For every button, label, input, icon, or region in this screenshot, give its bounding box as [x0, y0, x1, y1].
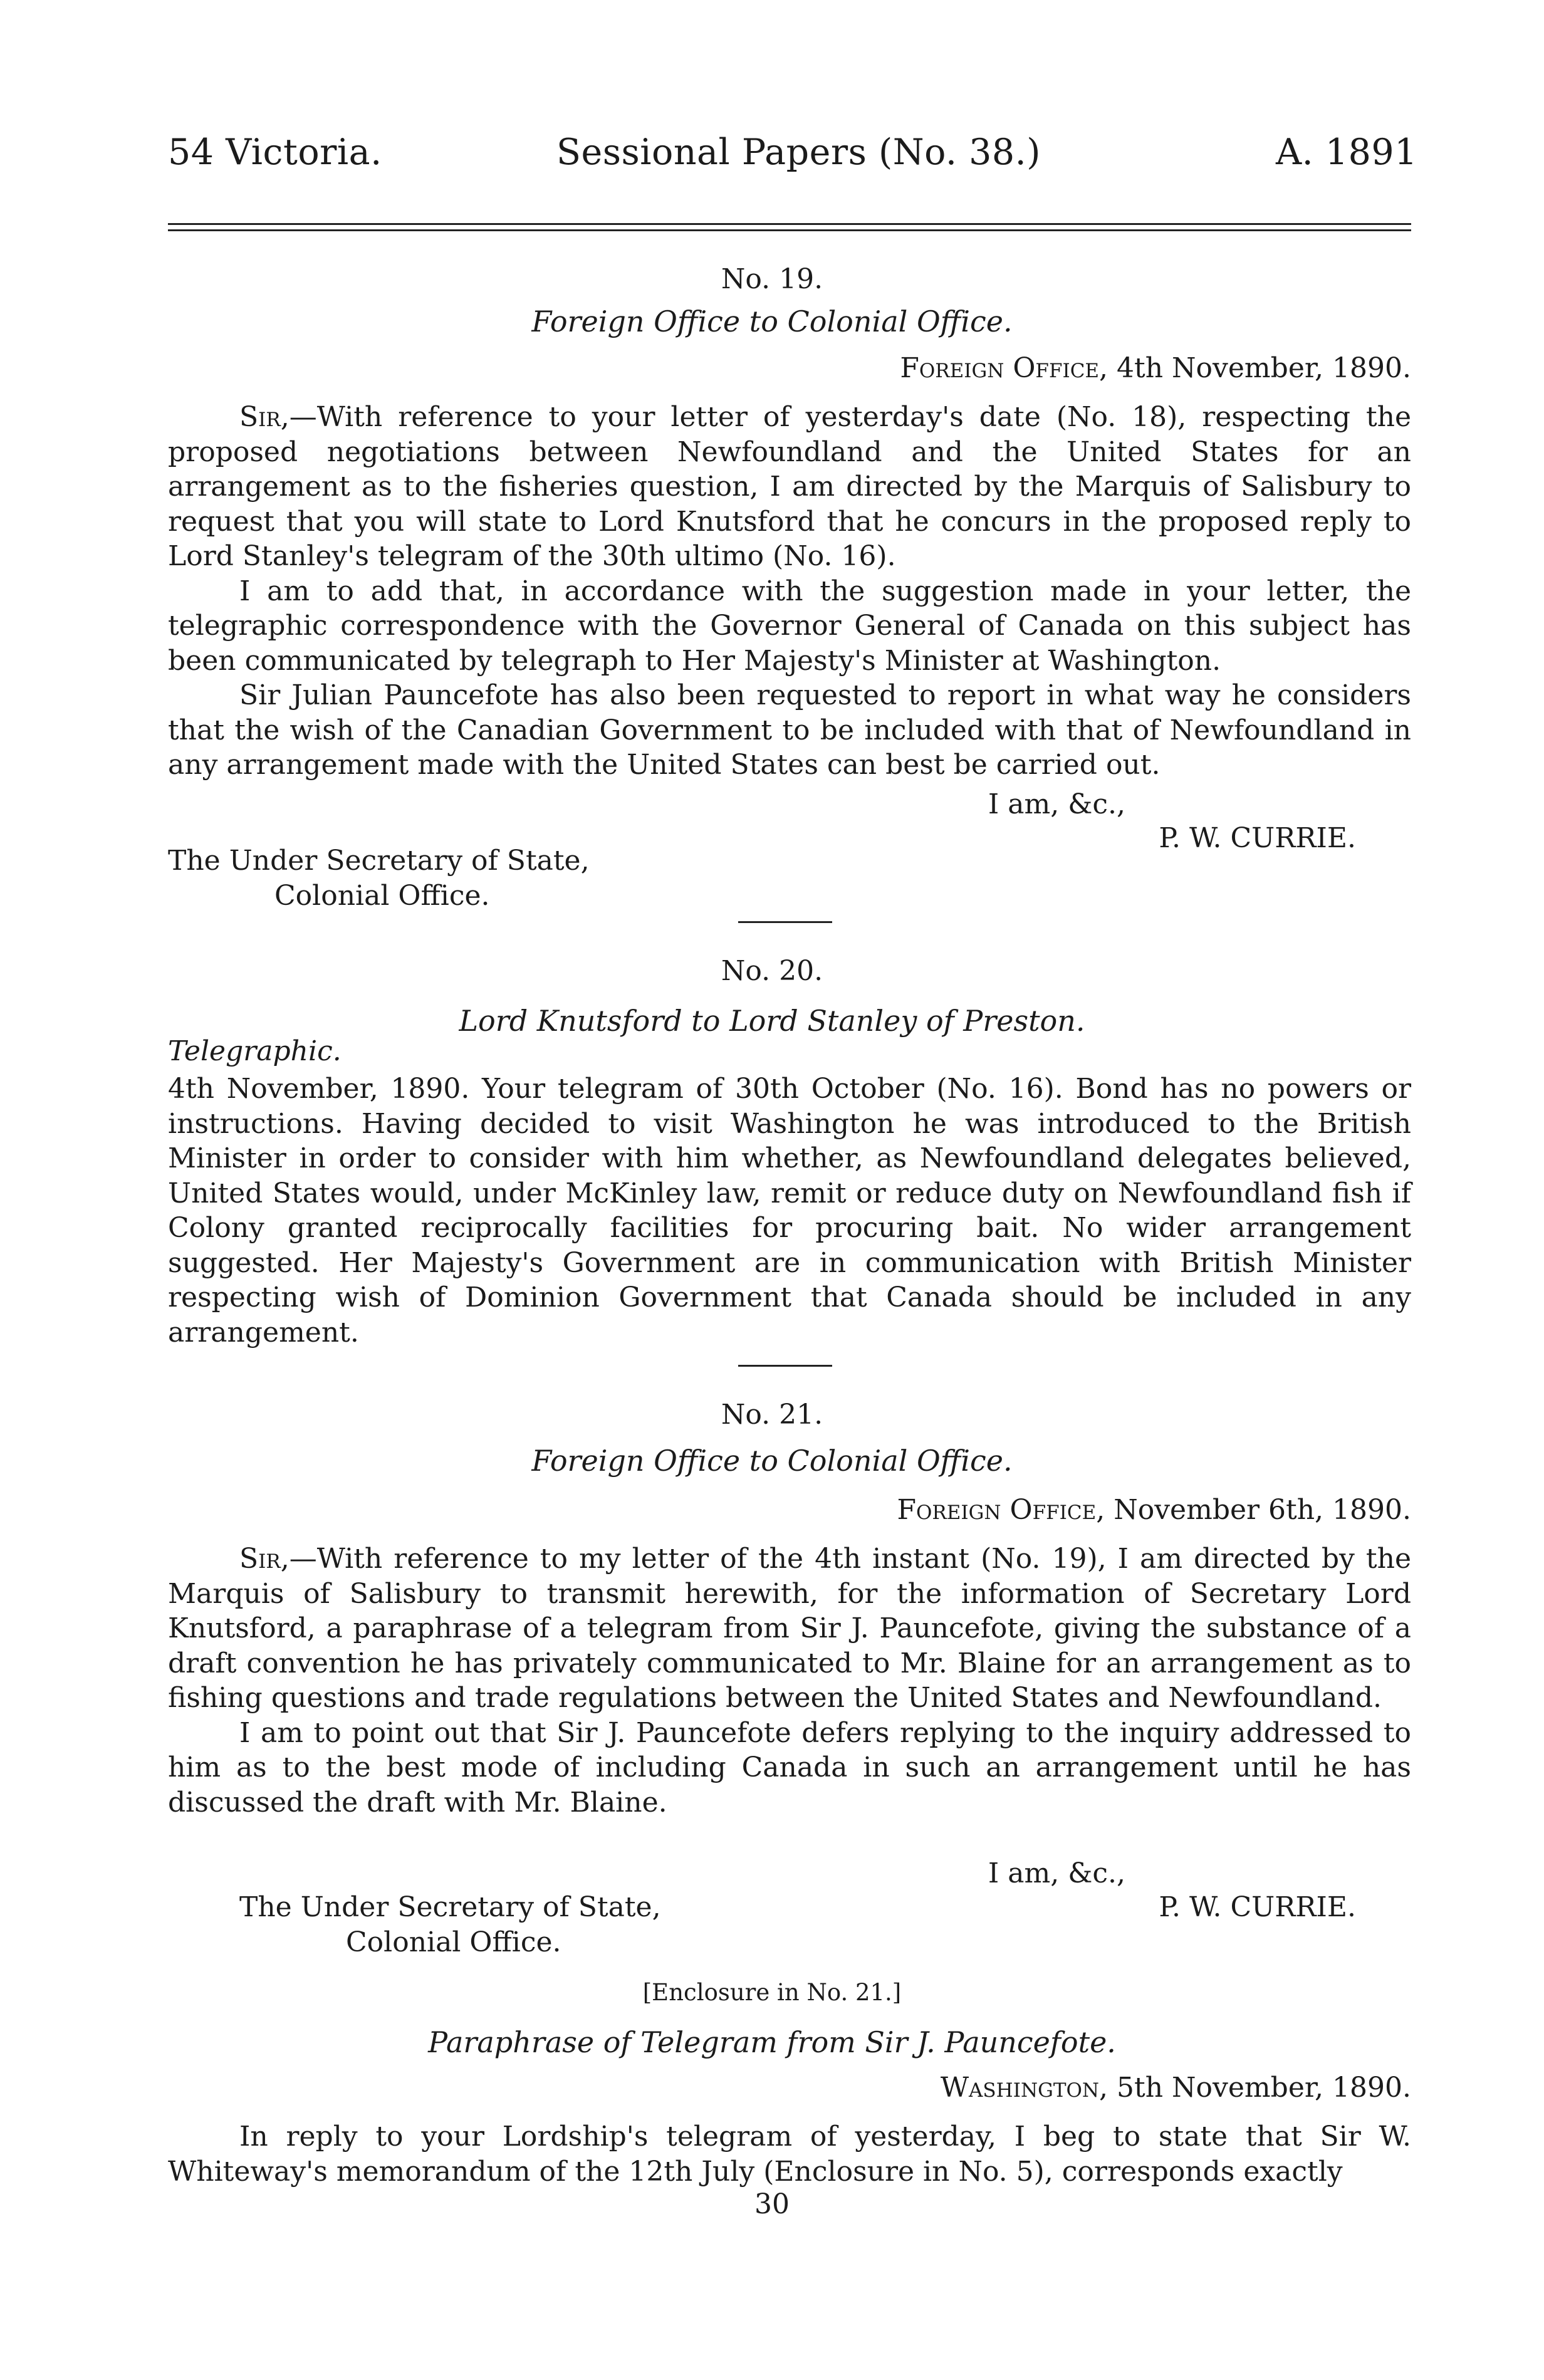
doc21-paragraph-2: I am to point out that Sir J. Pauncefote defers replying to the inquiry addressed to him as to the best mode of including Canada in such an arrangement until he has discussed the draft with Mr. Blaine. [168, 1716, 1411, 1819]
doc21-signature: P. W. CURRIE. [1159, 1891, 1356, 1923]
doc21-body [168, 1542, 1411, 1820]
separator-rule [738, 1365, 832, 1367]
doc21-closing: I am, &c., [988, 1857, 1125, 1889]
doc19-body [168, 400, 1411, 783]
doc20-body [168, 1072, 1411, 1350]
doc21-number: No. 21. [721, 1399, 823, 1431]
doc21-para1-text: —With reference to my letter of the 4th instant (No. 19), I am directed by the Marquis of Salisbury to transmit herewith, for the information of Secretary Lord Knutsford, a paraphrase of a telegram from Sir J. Pauncefote, giving the substance of a draft convention he has privately communicated to Mr. Blaine for an arrangement as to fishing questions and trade regulations between the United States and Newfoundland. [168, 1543, 1411, 1714]
doc20-title: Lord Knutsford to Lord Stanley of Preston. [459, 1004, 1085, 1038]
doc19-signature: P. W. CURRIE. [1159, 822, 1356, 854]
enclosure-date: 5th November, 1890. [1117, 2072, 1411, 2104]
doc19-para1-text: —With reference to your letter of yesterday's date (No. 18), respecting the proposed negotiations between Newfoundland and the United States for an arrangement as to the fisheries question, I am directed by the Marquis of Salisbury to request that you will state to Lord Knutsford that he concurs in the proposed reply to Lord Stanley's telegram of the 30th ultimo (No. 16). [168, 401, 1411, 572]
doc19-paragraph-1 [168, 400, 1411, 574]
doc19-place: Foreign Office, [900, 352, 1108, 384]
doc19-salutation: Sir, [239, 401, 290, 433]
doc19-date: 4th November, 1890. [1117, 352, 1411, 384]
header-year: A. 1891 [1276, 132, 1417, 173]
separator-rule [738, 921, 832, 923]
header-title: Sessional Papers (No. 38.) [556, 132, 1041, 173]
page-number: 30 [754, 2188, 790, 2220]
header-session: 54 Victoria. [168, 132, 382, 173]
header-rule-bottom [168, 229, 1411, 231]
header-rule-top [168, 223, 1411, 225]
doc20-label: Telegraphic. [168, 1035, 342, 1067]
doc21-dateline [897, 1494, 1411, 1526]
doc19-addressee-line1: The Under Secretary of State, [168, 845, 590, 877]
doc21-place: Foreign Office, [897, 1494, 1105, 1526]
doc21-title: Foreign Office to Colonial Office. [531, 1444, 1013, 1478]
doc20-number: No. 20. [721, 955, 823, 987]
doc19-number: No. 19. [721, 263, 823, 295]
doc21-addressee-line1: The Under Secretary of State, [239, 1891, 661, 1923]
enclosure-title: Paraphrase of Telegram from Sir J. Pauncefote. [428, 2025, 1116, 2059]
enclosure-dateline [941, 2072, 1411, 2104]
enclosure-label: [Enclosure in No. 21.] [642, 1979, 902, 2006]
enclosure-place: Washington, [940, 2072, 1108, 2104]
doc19-title: Foreign Office to Colonial Office. [531, 305, 1013, 338]
enclosure-body [168, 2119, 1411, 2189]
doc21-salutation: Sir, [239, 1543, 290, 1575]
doc19-addressee-line2: Colonial Office. [274, 880, 490, 912]
doc19-closing: I am, &c., [988, 788, 1125, 820]
enclosure-paragraph: In reply to your Lordship's telegram of yesterday, I beg to state that Sir W. Whiteway's memorandum of the 12th July (Enclosure in No. 5), corresponds exactly [168, 2121, 1411, 2188]
doc19-paragraph-3: Sir Julian Pauncefote has also been requested to report in what way he considers that the wish of the Canadian Government to be included with that of Newfoundland in any arrangement made with the United States can best be carried out. [168, 679, 1411, 781]
doc21-date: November 6th, 1890. [1114, 1494, 1411, 1526]
doc21-addressee-line2: Colonial Office. [346, 1926, 561, 1958]
doc19-dateline [900, 352, 1411, 384]
doc19-paragraph-2: I am to add that, in accordance with the suggestion made in your letter, the telegraphic correspondence with the Governor General of Canada on this subject has been communicated by telegraph to Her Majesty's Minister at Washington. [168, 575, 1411, 677]
doc20-paragraph: 4th November, 1890. Your telegram of 30th October (No. 16). Bond has no powers or instructions. Having decided to visit Washington he was introduced to the British Minister in order to consider with him whether, as Newfoundland delegates believed, United States would, under McKinley law, remit or reduce duty on Newfoundland fish if Colony granted reciprocally facilities for procuring bait. No wider arrangement suggested. Her Majesty's Government are in communication with British Minister respecting wish of Dominion Government that Canada should be included in any arrangement. [168, 1073, 1411, 1349]
doc21-paragraph-1 [168, 1542, 1411, 1716]
